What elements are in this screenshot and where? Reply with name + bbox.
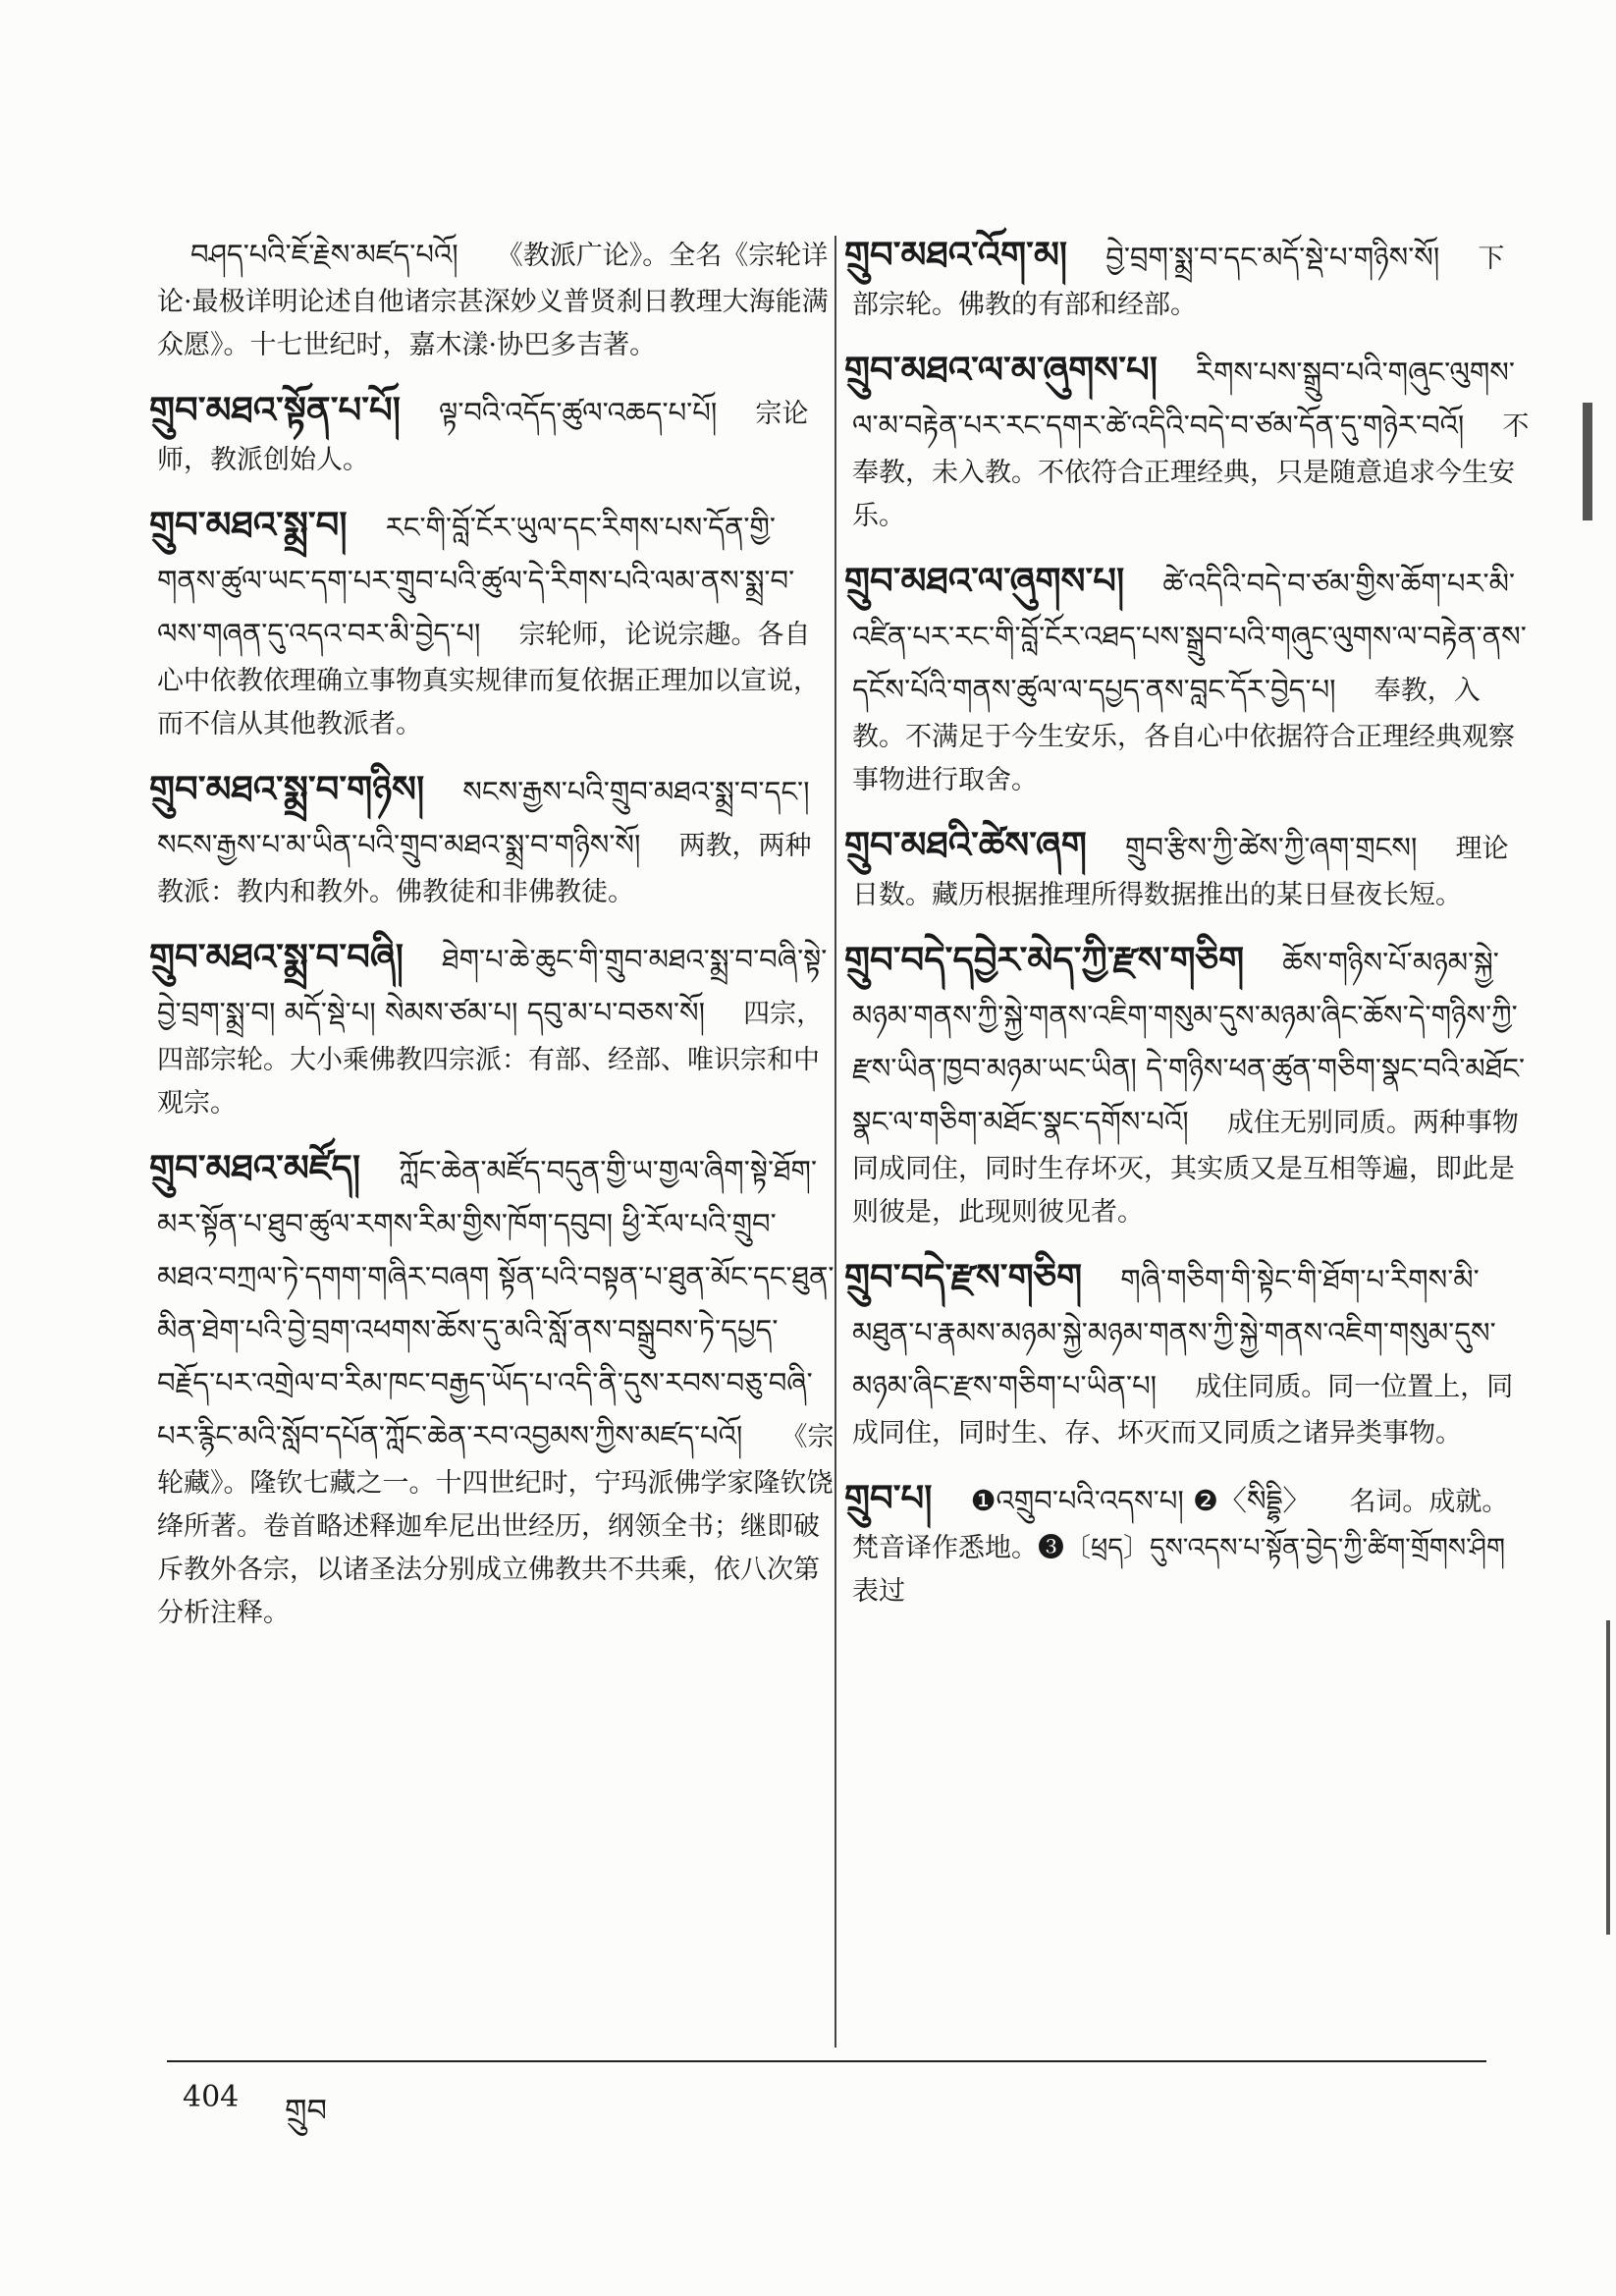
entry-tibetan-definition: གཞི་གཅིག་གི་སྟེང་གི་ཐོག་པ་རིགས་མི་མཐུན་པ་རྣམས་མཉམ་སྐྱེ་མཉམ་གནས་ཀྱི་སྐྱེ་གནས་འཇིག་གསུམ་དུས་མཉམ་ཞིང་རྫས་གཅིག་པ་ཡིན་པ། <box>852 1263 1496 1402</box>
entry-headword: གྲུབ་མཐའ་འོག་མ། <box>844 233 1068 276</box>
entry-chinese-definition: 《宗轮藏》。隆钦七藏之一。十四世纪时，宁玛派佛学家隆钦饶绛所著。卷首略述释迦牟尼出世经历，纲领全书；继即破斥教外各宗，以诸圣法分别成立佛教共不共乘，依八次第分析注释。 <box>157 1422 835 1628</box>
dictionary-entry <box>149 1141 835 1635</box>
entry-headword: གྲུབ་པ། <box>844 1476 933 1519</box>
entry-chinese-definition: 奉教，入教。不满足于今生安乐，各自心中依据符合正理经典观察事物进行取舍。 <box>852 676 1515 795</box>
entry-headword: གྲུབ་བདེ་རྫས་གཅིག <box>844 1255 1083 1298</box>
dictionary-entry <box>844 818 1530 917</box>
entry-chinese-definition: 成住无别同质。两种事物同成同住，同时生存坏灭，其实质又是互相等遍，即此是则彼是，此现则彼见者。 <box>852 1108 1519 1228</box>
page-number: 404 <box>183 2080 240 2114</box>
dictionary-entry <box>844 343 1530 538</box>
entry-chinese-definition: 《教派广论》。全名《宗轮详论·最极详明论述自他诸宗甚深妙义普贤刹日教理大海能满众愿》。十七世纪时，嘉木漾·协巴多吉著。 <box>157 241 829 360</box>
dictionary-entry <box>149 498 835 746</box>
entry-headword: གྲུབ་བདེ་དབྱེར་མེད་ཀྱི་རྫས་གཅིག <box>844 938 1245 981</box>
entry-chinese-definition: 四宗，四部宗轮。大小乘佛教四宗派：有部、经部、唯识宗和中观宗。 <box>157 999 824 1119</box>
entry-tibetan-definition: རང་གི་བློ་ངོར་ཡུལ་དང་རིགས་པས་དོན་གྱི་གནས་ཚུལ་ཡང་དག་པར་གྲུབ་པའི་ཚུལ་དེ་རིགས་པའི་ལམ་ནས་སྨྲ་བ་ལས་གཞན་དུ་འདའ་བར་མི་བྱེད་པ། <box>157 511 795 650</box>
dictionary-entry <box>149 762 835 914</box>
entry-tibetan-definition: ཚེ་འདིའི་བདེ་བ་ཙམ་གྱིས་ཆོག་པར་མི་འཛིན་པར་རང་གི་བློ་ངོར་འཐད་པས་སྒྲུབ་པའི་གཞུང་ལུགས་ལ་བརྟེན་ནས་དངོས་པོའི་གནས་ཚུལ་ལ་དཔྱད་ནས་བླང་དོར་བྱེད་པ། <box>852 567 1527 706</box>
entry-headword: གྲུབ་མཐའ་སྨྲ་བ། <box>149 503 348 546</box>
entry-chinese-definition: 两教，两种教派：教内和教外。佛教徒和非佛教徒。 <box>157 831 812 907</box>
entry-chinese-definition: 宗论师，教派创始人。 <box>157 399 809 475</box>
entry-tibetan-definition: ❶འགྲུབ་པའི་འདས་པ། ❷〈སིདྡྷི〉 <box>970 1484 1312 1517</box>
entry-tibetan-definition: ཐེག་པ་ཆེ་ཆུང་གི་གྲུབ་མཐའ་སྨྲ་བ་བཞི་སྟེ་བྱེ་བྲག་སྨྲ་བ། མདོ་སྡེ་པ། སེམས་ཙམ་པ། དབུ་མ་པ་བཅས་སོ། <box>157 943 828 1029</box>
running-head: གྲུབ <box>285 2092 328 2129</box>
entry-tibetan-definition: སངས་རྒྱས་པའི་གྲུབ་མཐའ་སྨྲ་བ་དང་། སངས་རྒྱས་པ་མ་ཡིན་པའི་གྲུབ་མཐའ་སྨྲ་བ་གཉིས་སོ། <box>157 775 810 861</box>
entry-headword: གྲུབ་མཐའ་སྨྲ་བ་བཞི། <box>149 935 404 978</box>
dictionary-entry <box>844 1250 1530 1455</box>
entry-tibetan-definition: ཆོས་གཉིས་པོ་མཉམ་སྐྱེ་མཉམ་གནས་ཀྱི་སྐྱེ་གནས་འཇིག་གསུམ་དུས་མཉམ་ཞིང་ཆོས་དེ་གཉིས་ཀྱི་རྫས་ཡིན་ཁྱབ་མཉམ་ཡང་ཡིན། དེ་གཉིས་ཕན་ཚུན་གཅིག་སྣང་བའི་མཐོང་སྣང་ལ་གཅིག་མཐོང་སྣང་དགོས་པའོ། <box>852 946 1526 1138</box>
left-column <box>149 228 835 1651</box>
entry-headword: གྲུབ་མཐའ་མཛོད། <box>149 1146 361 1189</box>
dictionary-entry <box>844 228 1530 327</box>
dictionary-entry <box>844 933 1530 1234</box>
entry-headword: གྲུབ་མཐའ་ལ་མ་ཞུགས་པ། <box>844 348 1158 391</box>
margin-scan-mark <box>1583 403 1592 520</box>
entry-chinese-definition: 下部宗轮。佛教的有部和经部。 <box>852 244 1505 320</box>
entry-chinese-definition: 名词。成就。梵音译作悉地。❸〔ཕྲད〕དུས་འདས་པ་སྟོན་བྱེད་ཀྱི་ཚིག་གྲོགས་ཤིག 表过 <box>852 1487 1509 1607</box>
footer-rule <box>167 2060 1486 2062</box>
entry-headword: གྲུབ་མཐའ་ལ་ཞུགས་པ། <box>844 559 1125 602</box>
entry-chinese-definition: 理论日数。藏历根据推理所得数据推出的某日昼夜长短。 <box>852 834 1509 910</box>
entry-chinese-definition: 宗轮师，论说宗趣。各自心中依教依理确立事物真实规律而复依据正理加以宣说，而不信从其他教派者。 <box>157 620 820 739</box>
entry-tibetan-definition: བྱེ་བྲག་སྨྲ་བ་དང་མདོ་སྡེ་པ་གཉིས་སོ། <box>1105 241 1440 274</box>
dictionary-entry <box>149 383 835 482</box>
right-column <box>844 228 1530 1629</box>
entry-tibetan-definition: ལྟ་བའི་འདོད་ཚུལ་འཆད་པ་པོ། <box>439 396 718 429</box>
dictionary-entry <box>844 554 1530 802</box>
entry-chinese-definition: 不奉教，未入教。不依符合正理经典，只是随意追求今生安乐。 <box>852 411 1530 531</box>
column-divider <box>835 236 836 2048</box>
dictionary-entry <box>149 930 835 1125</box>
entry-headword: གྲུབ་མཐའ་སྟོན་པ་པོ། <box>149 388 401 431</box>
entry-tibetan-definition: གྲུབ་རྩིས་ཀྱི་ཚེས་ཀྱི་ཞག་གྲངས། <box>1124 831 1418 864</box>
dictionary-entry <box>844 1471 1530 1613</box>
entry-tibetan-definition: རིགས་པས་སྒྲུབ་པའི་གཞུང་ལུགས་ལ་མ་བརྟེན་པར་རང་དགར་ཚེ་འདིའི་བདེ་བ་ཙམ་དོན་དུ་གཉེར་བའོ། <box>852 355 1515 442</box>
entry-chinese-definition: 成住同质。同一位置上，同成同住，同时生、存、坏灭而又同质之诸异类事物。 <box>852 1372 1514 1449</box>
entry-tibetan-definition: ཀློང་ཆེན་མཛོད་བདུན་གྱི་ཡ་གྱལ་ཞིག་སྟེ་ཐོག་མར་སྟོན་པ་ཐུབ་ཚུལ་རགས་རིམ་གྱིས་ཁོག་དབུབ། ཕྱི་རོལ་པའི་གྲུབ་མཐའ་བཀྲལ་ཏེ་དགག་གཞིར་བཞག སྟོན་པའི་བསྟན་པ་ཐུན་མོང་དང་ཐུན་མིན་ཐེག་པའི་བྱེ་བྲག་འཕགས་ཆོས་དུ་མའི་སློ་ནས་བསྒྲུབས་ཏེ་དཔྱད་བརྗོད་པར་འགྲེལ་བ་རིམ་ཁང་བརྒྱད་ཡོད་པ་འདི་ནི་དུས་རབས་བཅུ་བཞི་པར་རྙིང་མའི་སློབ་དཔོན་ཀློང་ཆེན་རབ་འབྱམས་ཀྱིས་མཛད་པའོ། <box>157 1154 835 1452</box>
entry-headword: གྲུབ་མཐའི་ཚེས་ཞག <box>844 823 1087 866</box>
dictionary-entry <box>157 228 835 367</box>
margin-scan-mark <box>1606 1620 1610 1935</box>
entry-tibetan-definition: བཤད་པའི་ཇོ་རྗེས་མཛད་པའོ། <box>190 238 458 271</box>
entry-headword: གྲུབ་མཐའ་སྨྲ་བ་གཉིས། <box>149 767 425 810</box>
